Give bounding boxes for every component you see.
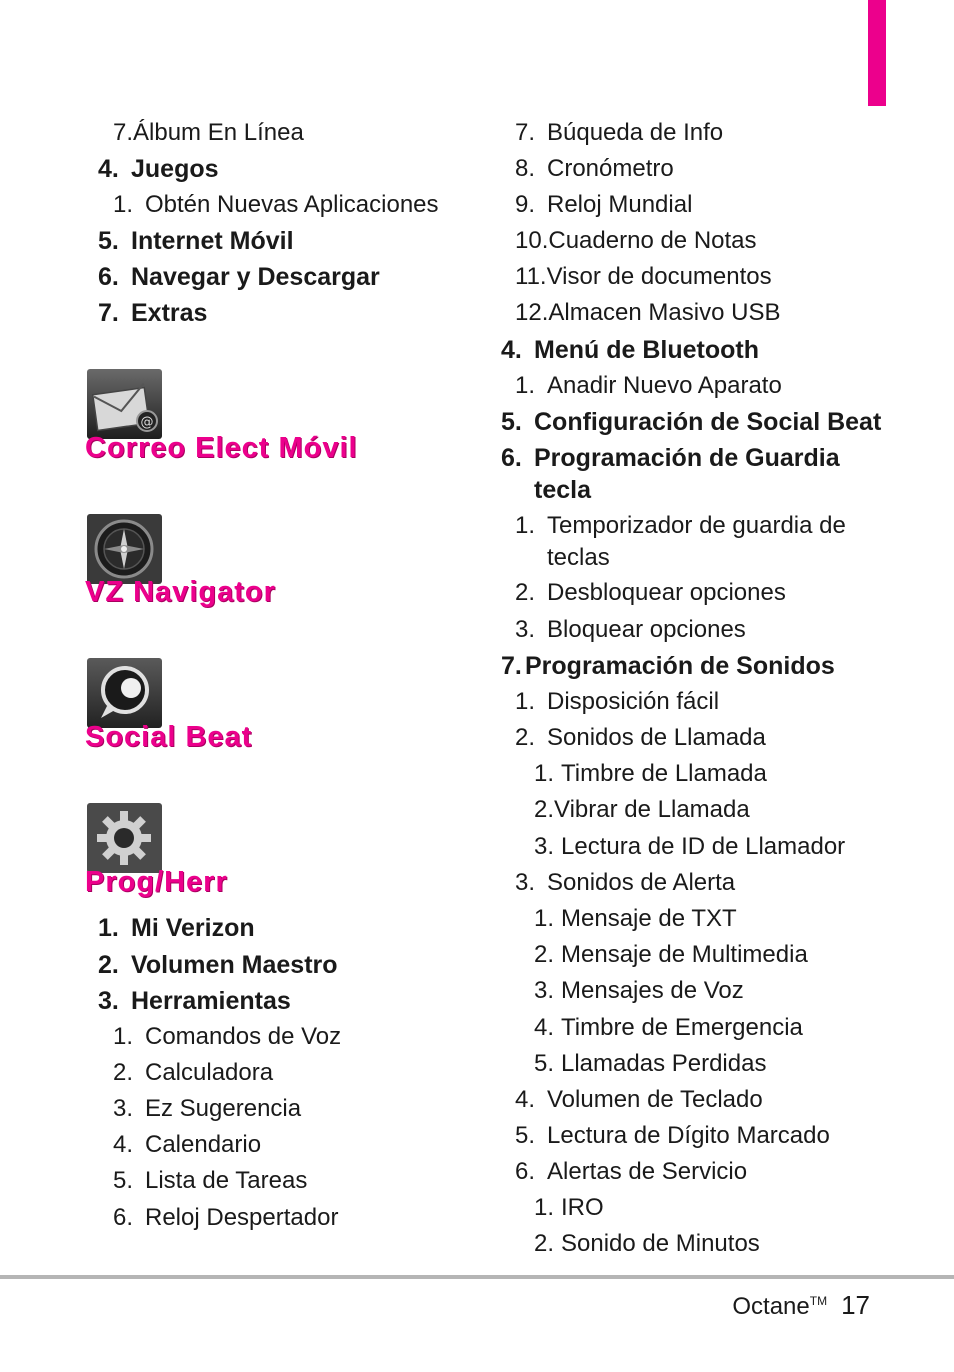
list-item: 2. Volumen Maestro xyxy=(98,951,338,979)
list-item: 4. Juegos xyxy=(98,155,219,183)
page-footer xyxy=(732,1290,870,1321)
list-item: 7.Álbum En Línea xyxy=(113,119,304,146)
footer-rule xyxy=(0,1275,954,1279)
section-title-social-beat: Social Beat xyxy=(85,721,253,753)
list-item: 10.Cuaderno de Notas xyxy=(515,227,757,254)
list-item: 3. Mensajes de Voz xyxy=(534,977,744,1004)
list-item: 2. Mensaje de Multimedia xyxy=(534,941,808,968)
list-item: 4. Menú de Bluetooth xyxy=(501,336,759,364)
bubble-icon xyxy=(87,658,162,728)
list-item: 1. Obtén Nuevas Aplicaciones xyxy=(113,191,439,218)
list-item: 11.Visor de documentos xyxy=(515,263,772,290)
list-item: 2. Sonidos de Llamada xyxy=(515,724,766,751)
list-item: 7. Búqueda de Info xyxy=(515,119,724,146)
list-item: 4. Volumen de Teclado xyxy=(515,1086,763,1113)
list-item: 1. Temporizador de guardia de xyxy=(515,512,846,539)
list-item: 5. Configuración de Social Beat xyxy=(501,408,882,436)
section-title-correo: Correo Elect Móvil xyxy=(85,432,358,464)
list-item: 1. Timbre de Llamada xyxy=(534,760,767,787)
list-item: 2.Vibrar de Llamada xyxy=(534,796,750,823)
list-item: 4. Timbre de Emergencia xyxy=(534,1014,803,1041)
list-item: 5. Internet Móvil xyxy=(98,227,294,255)
list-item: 8. Cronómetro xyxy=(515,155,674,182)
list-item: 3. Sonidos de Alerta xyxy=(515,869,736,896)
list-item: 9. Reloj Mundial xyxy=(515,191,693,218)
list-item: 3. Bloquear opciones xyxy=(515,616,746,643)
list-item: 6. Navegar y Descargar xyxy=(98,263,380,291)
list-item: 7. Extras xyxy=(98,299,208,327)
gear-icon xyxy=(87,803,162,873)
list-item: 6. Alertas de Servicio xyxy=(515,1158,748,1185)
list-item: 1. Mi Verizon xyxy=(98,914,255,942)
footer-trademark: TM xyxy=(809,1294,828,1308)
page-number: 17 xyxy=(841,1290,870,1320)
list-item: 2. Desbloquear opciones xyxy=(515,579,786,606)
list-item: 5. Llamadas Perdidas xyxy=(534,1050,767,1077)
list-item: 1. IRO xyxy=(534,1194,604,1221)
list-item: 3. Lectura de ID de Llamador xyxy=(534,833,846,860)
list-item: 1. Disposición fácil xyxy=(515,688,720,715)
list-item: 1. Mensaje de TXT xyxy=(534,905,737,932)
compass-icon xyxy=(87,514,162,584)
list-item-continuation: teclas xyxy=(547,544,610,571)
envelope-icon xyxy=(87,369,162,439)
list-item: 1. Anadir Nuevo Aparato xyxy=(515,372,782,399)
list-item: 5. Lista de Tareas xyxy=(113,1167,308,1194)
list-item: 3. Ez Sugerencia xyxy=(113,1095,302,1122)
svg-text:@: @ xyxy=(140,415,154,430)
section-title-vz-navigator: VZ Navigator xyxy=(85,576,276,608)
footer-brand: Octane xyxy=(732,1293,810,1320)
list-item: 2. Calculadora xyxy=(113,1059,274,1086)
list-item: 12.Almacen Masivo USB xyxy=(515,299,781,326)
list-item: 6. Programación de Guardia xyxy=(501,444,840,472)
list-item: 6. Reloj Despertador xyxy=(113,1204,339,1231)
list-item: 1. Comandos de Voz xyxy=(113,1023,342,1050)
list-item: 3. Herramientas xyxy=(98,987,291,1015)
list-item: 4. Calendario xyxy=(113,1131,262,1158)
list-item: 5. Lectura de Dígito Marcado xyxy=(515,1122,830,1149)
section-title-prog-herr: Prog/Herr xyxy=(85,866,228,898)
chapter-tab-marker xyxy=(868,0,886,106)
list-item: 2. Sonido de Minutos xyxy=(534,1230,760,1257)
list-item: 7. Programación de Sonidos xyxy=(501,652,835,680)
list-item-continuation: tecla xyxy=(534,476,591,504)
